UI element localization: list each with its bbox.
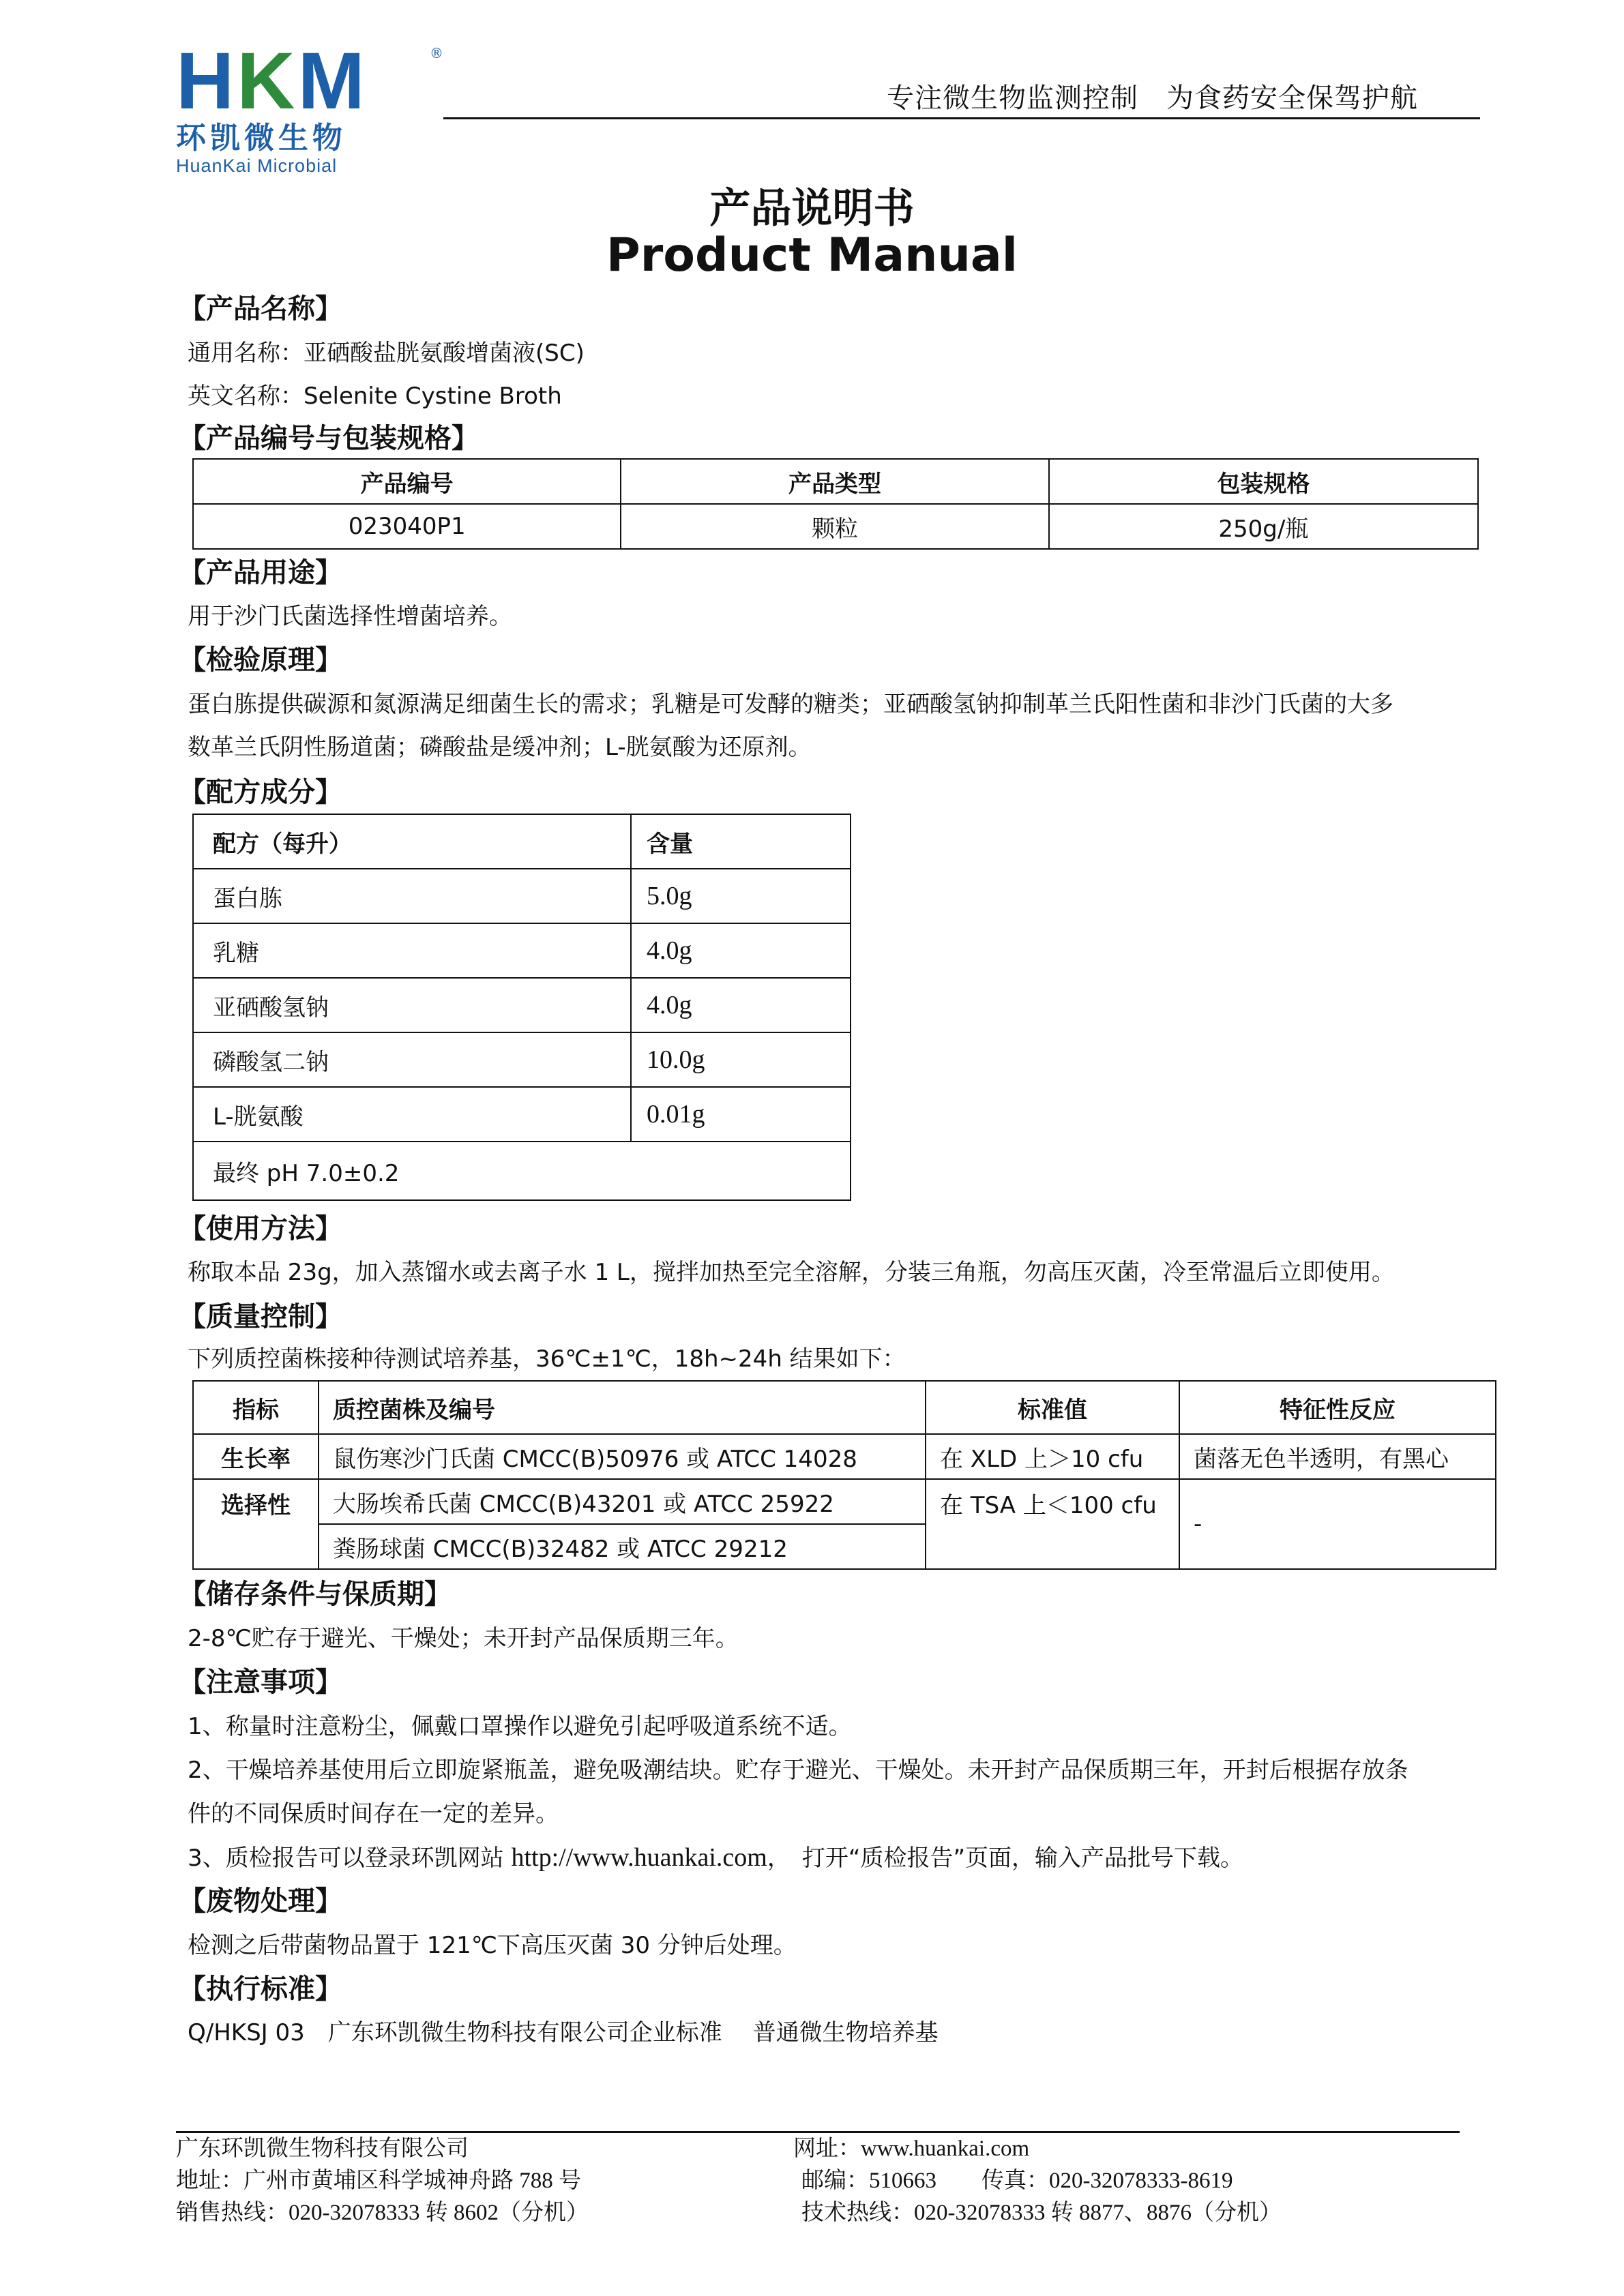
column-header: 产品类型 (621, 459, 1048, 504)
company-logo (176, 36, 449, 176)
column-header: 标准值 (926, 1381, 1179, 1434)
ingredient-name: 蛋白胨 (193, 869, 631, 923)
table-row (193, 504, 1478, 549)
note-3 (188, 1842, 1483, 1874)
ingredient-amount: 5.0g (631, 869, 851, 923)
qc-standard: 在 TSA 上＜100 cfu (926, 1479, 1179, 1569)
ingredient-name: 乳糖 (193, 923, 631, 978)
method-text: 称取本品 23g，加入蒸馏水或去离子水 1 L，搅拌加热至完全溶解，分装三角瓶，勿高压灭菌，冷至常温后立即使用。 (188, 1259, 1395, 1286)
section-heading-storage: 【储存条件与保质期】 (179, 1579, 452, 1610)
section-heading-waste: 【废物处理】 (179, 1885, 342, 1917)
column-header: 含量 (631, 814, 851, 869)
ingredient-name: 亚硒酸氢钠 (193, 978, 631, 1032)
registered-mark: ® (430, 45, 443, 61)
qc-intro: 下列质控菌株接种待测试培养基，36℃±1℃，18h~24h 结果如下： (188, 1345, 906, 1373)
column-header: 特征性反应 (1179, 1381, 1496, 1434)
storage-text: 2-8℃贮存于避光、干燥处；未开封产品保质期三年。 (188, 1625, 739, 1652)
note-1: 1、称量时注意粉尘，佩戴口罩操作以避免引起呼吸道系统不适。 (188, 1713, 852, 1740)
table-row (193, 1032, 851, 1087)
table-row (193, 1087, 851, 1142)
table-row (193, 923, 851, 978)
qc-indicator-growth: 生长率 (193, 1434, 319, 1479)
standard-text: Q/HKSJ 03 广东环凯微生物科技有限公司企业标准 普通微生物培养基 (188, 2019, 939, 2046)
table-row (193, 869, 851, 923)
column-header: 质控菌株及编号 (319, 1381, 926, 1434)
table-row (193, 1434, 1496, 1479)
header-slogan: 专注微生物监测控制 为食药安全保驾护航 (887, 83, 1418, 114)
section-heading-notes: 【注意事项】 (179, 1667, 342, 1698)
note-2-line-1: 2、干燥培养基使用后立即旋紧瓶盖，避免吸潮结块。贮存于避光、干燥处。未开封产品保质期三年，开封后根据存放条 (188, 1757, 1408, 1784)
footer-website: 网址：www.huankai.com (793, 2136, 1030, 2161)
logo-chinese-name: 环凯微生物 (176, 121, 346, 155)
ingredient-amount: 4.0g (631, 923, 851, 978)
section-heading-usage: 【产品用途】 (179, 557, 342, 588)
section-heading-principle: 【检验原理】 (179, 644, 342, 676)
table-row (193, 1479, 1496, 1524)
product-code: 023040P1 (193, 504, 621, 549)
table-header-row (193, 814, 851, 869)
note-2-line-2: 件的不同保质时间存在一定的差异。 (188, 1800, 559, 1828)
waste-text: 检测之后带菌物品置于 121℃下高压灭菌 30 分钟后处理。 (188, 1932, 797, 1959)
column-header: 产品编号 (193, 459, 621, 504)
section-heading-quality-control: 【质量控制】 (179, 1301, 342, 1332)
column-header: 包装规格 (1049, 459, 1478, 504)
principle-line-1: 蛋白胨提供碳源和氮源满足细菌生长的需求；乳糖是可发酵的糖类；亚硒酸氢钠抑制革兰氏阳性菌和非沙门氏菌的大多 (188, 691, 1393, 718)
note-3-text: 3、质检报告可以登录环凯网站 (188, 1845, 512, 1872)
qc-standard: 在 XLD 上＞10 cfu (926, 1434, 1179, 1479)
qc-strain: 鼠伤寒沙门氏菌 CMCC(B)50976 或 ATCC 14028 (319, 1434, 926, 1479)
final-ph: 最终 pH 7.0±0.2 (193, 1142, 851, 1200)
qc-reaction: - (1179, 1479, 1496, 1569)
section-heading-standard: 【执行标准】 (179, 1973, 342, 2005)
packaging-table (192, 458, 1479, 550)
english-name: 英文名称：Selenite Cystine Broth (188, 383, 562, 410)
ingredient-amount: 10.0g (631, 1032, 851, 1087)
document-title-chinese: 产品说明书 (709, 185, 915, 233)
header-divider (443, 117, 1480, 119)
ingredient-name: 磷酸氢二钠 (193, 1032, 631, 1087)
table-row (193, 978, 851, 1032)
website-link[interactable]: http://www.huankai.com (511, 1843, 767, 1872)
qc-indicator-selectivity: 选择性 (193, 1479, 319, 1569)
table-header-row (193, 459, 1478, 504)
column-header: 指标 (193, 1381, 319, 1434)
qc-reaction: 菌落无色半透明，有黑心 (1179, 1434, 1496, 1479)
principle-line-2: 数革兰氏阴性肠道菌；磷酸盐是缓冲剂；L-胱氨酸为还原剂。 (188, 734, 812, 761)
logo-english-name: HuanKai Microbial (176, 155, 338, 176)
product-type: 颗粒 (621, 504, 1048, 549)
qc-strain: 粪肠球菌 CMCC(B)32482 或 ATCC 29212 (319, 1524, 926, 1569)
footer-company: 广东环凯微生物科技有限公司 (176, 2136, 469, 2161)
footer-postcode-fax: 邮编：510663 传真：020-32078333-8619 (801, 2168, 1233, 2193)
section-heading-method: 【使用方法】 (179, 1213, 342, 1244)
quality-control-table (192, 1380, 1496, 1570)
section-heading-product-name: 【产品名称】 (179, 293, 342, 325)
logo-mark: HKM (176, 36, 368, 126)
common-name: 通用名称：亚硒酸盐胱氨酸增菌液(SC) (188, 340, 585, 367)
footer-tech-hotline: 技术热线：020-32078333 转 8877、8876（分机） (801, 2201, 1282, 2225)
section-heading-packaging: 【产品编号与包装规格】 (179, 423, 479, 454)
ingredient-amount: 4.0g (631, 978, 851, 1032)
ingredient-amount: 0.01g (631, 1087, 851, 1142)
table-row (193, 1142, 851, 1200)
footer-address: 地址：广州市黄埔区科学城神舟路 788 号 (176, 2168, 581, 2193)
column-header: 配方（每升） (193, 814, 631, 869)
usage-text: 用于沙门氏菌选择性增菌培养。 (188, 603, 512, 630)
package-size: 250g/瓶 (1049, 504, 1478, 549)
formula-table (192, 814, 851, 1201)
table-header-row (193, 1381, 1496, 1434)
footer-sales-hotline: 销售热线：020-32078333 转 8602（分机） (176, 2201, 589, 2225)
document-title-english: Product Manual (606, 228, 1018, 282)
qc-strain: 大肠埃希氏菌 CMCC(B)43201 或 ATCC 25922 (319, 1479, 926, 1524)
note-3-text-end: ， 打开“质检报告”页面，输入产品批号下载。 (767, 1845, 1244, 1872)
ingredient-name: L-胱氨酸 (193, 1087, 631, 1142)
section-heading-formula: 【配方成分】 (179, 777, 342, 808)
